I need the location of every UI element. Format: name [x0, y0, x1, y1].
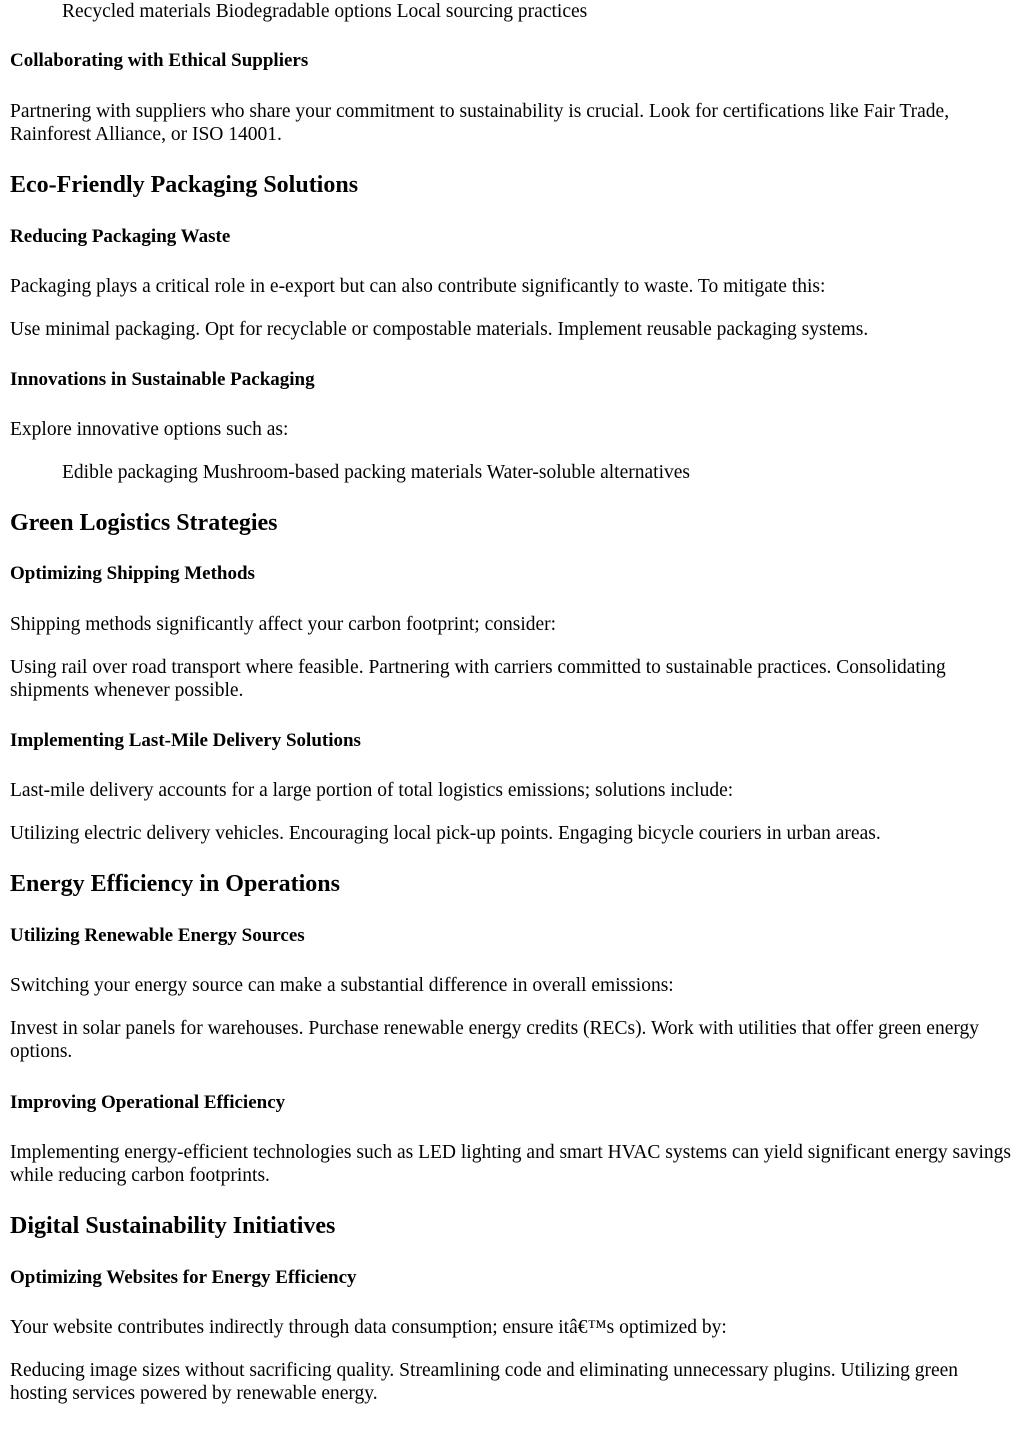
reducing-packaging-list: Use minimal packaging. Opt for recyclable or compostable materials. Implement reusable packaging systems.: [10, 319, 869, 340]
last-mile-list: Utilizing electric delivery vehicles. Encouraging local pick-up points. Engaging bicycle couriers in urban areas.: [10, 823, 881, 844]
heading-shipping-methods: Optimizing Shipping Methods: [10, 563, 255, 584]
shipping-methods-list: Using rail over road transport where feasible. Partnering with carriers committed to sustainable practices. Consolidating shipments whenever possible.: [10, 657, 946, 701]
renewable-energy-list: Invest in solar panels for warehouses. Purchase renewable energy credits (RECs). Work with utilities that offer green energy options.: [10, 1018, 979, 1062]
websites-efficiency-intro: Your website contributes indirectly through data consumption; ensure itâ€™s optimized by:: [10, 1317, 727, 1338]
renewable-energy-intro: Switching your energy source can make a substantial difference in overall emissions:: [10, 975, 674, 996]
heading-operational-efficiency: Improving Operational Efficiency: [10, 1092, 286, 1113]
heading-energy: Energy Efficiency in Operations: [10, 871, 340, 897]
packaging-innovations-list: Edible packaging Mushroom-based packing materials Water-soluble alternatives: [62, 462, 690, 483]
websites-efficiency-list: Reducing image sizes without sacrificing quality. Streamlining code and eliminating unnecessary plugins. Utilizing green hosting services powered by renewable energy.: [10, 1360, 959, 1404]
heading-packaging-innovations: Innovations in Sustainable Packaging: [10, 369, 315, 390]
sourcing-list: Recycled materials Biodegradable options Local sourcing practices: [62, 1, 588, 22]
reducing-packaging-intro: Packaging plays a critical role in e-export but can also contribute significantly to waste. To mitigate this:: [10, 276, 826, 297]
heading-digital: Digital Sustainability Initiatives: [10, 1213, 336, 1239]
heading-websites-efficiency: Optimizing Websites for Energy Efficiency: [10, 1267, 357, 1288]
heading-packaging: Eco-Friendly Packaging Solutions: [10, 172, 359, 198]
heading-renewable-energy: Utilizing Renewable Energy Sources: [10, 925, 305, 946]
shipping-methods-intro: Shipping methods significantly affect your carbon footprint; consider:: [10, 614, 557, 635]
ethical-suppliers-text: Partnering with suppliers who share your commitment to sustainability is crucial. Look for certifications like Fair Trade, Rainforest Alliance, or ISO 14001.: [10, 101, 950, 145]
heading-logistics: Green Logistics Strategies: [10, 510, 278, 536]
heading-last-mile: Implementing Last-Mile Delivery Solutions: [10, 730, 361, 751]
heading-reducing-packaging: Reducing Packaging Waste: [10, 226, 231, 247]
operational-efficiency-text: Implementing energy-efficient technologies such as LED lighting and smart HVAC systems can yield significant energy savings while reducing carbon footprints.: [10, 1142, 1011, 1186]
last-mile-intro: Last-mile delivery accounts for a large portion of total logistics emissions; solutions include:: [10, 780, 734, 801]
heading-ethical-suppliers: Collaborating with Ethical Suppliers: [10, 50, 309, 71]
packaging-innovations-intro: Explore innovative options such as:: [10, 419, 289, 440]
